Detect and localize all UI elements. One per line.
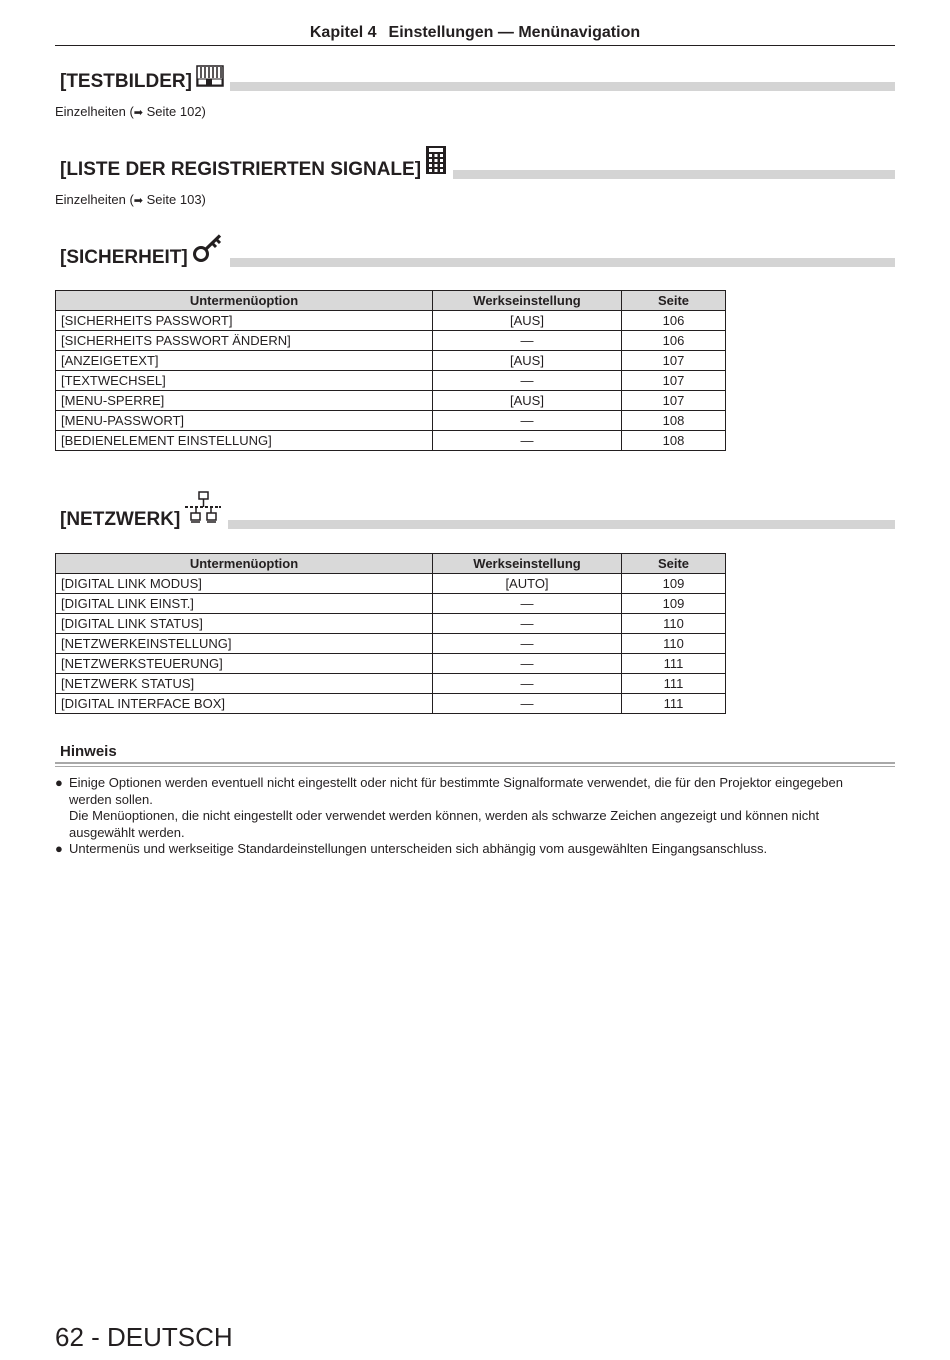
default-cell: — — [433, 594, 622, 614]
hint-divider — [55, 766, 895, 767]
option-cell: [SICHERHEITS PASSWORT] — [56, 311, 433, 331]
default-cell: — — [433, 654, 622, 674]
default-cell: — — [433, 674, 622, 694]
column-header: Untermenüoption — [56, 554, 433, 574]
option-cell: [ANZEIGETEXT] — [56, 351, 433, 371]
page-reference-link[interactable]: Seite 103) — [143, 192, 206, 207]
page-footer: 62 - DEUTSCH — [55, 1322, 233, 1352]
table-row — [56, 594, 726, 614]
option-cell: [DIGITAL LINK MODUS] — [56, 574, 433, 594]
hint-heading: Hinweis — [60, 743, 117, 760]
option-cell: [DIGITAL LINK STATUS] — [56, 614, 433, 634]
table-row — [56, 371, 726, 391]
default-cell: — — [433, 634, 622, 654]
hint-divider — [55, 762, 895, 764]
table-row — [56, 391, 726, 411]
page-cell: 109 — [622, 594, 726, 614]
table-row — [56, 634, 726, 654]
column-header: Werkseinstellung — [433, 291, 622, 311]
column-header: Untermenüoption — [56, 291, 433, 311]
section-title: [SICHERHEIT] — [60, 247, 188, 268]
option-cell: [NETZWERK STATUS] — [56, 674, 433, 694]
default-cell: — — [433, 411, 622, 431]
page-cell: 108 — [622, 411, 726, 431]
note-text: Die Menüoptionen, die nicht eingestellt oder verwendet werden können, werden als schwarze Zeichen angezeigt und können nicht ausgewählt werden. — [69, 808, 820, 840]
page-reference-link[interactable]: Seite 102) — [143, 104, 206, 119]
page-cell: 111 — [622, 694, 726, 714]
section-title: [TESTBILDER] — [60, 71, 192, 92]
reference-testbilder: Einzelheiten (➡ Seite 102) — [55, 104, 206, 119]
chapter-header — [55, 24, 895, 46]
default-cell: — — [433, 431, 622, 451]
section-testbilder-heading — [55, 58, 895, 94]
option-cell: [TEXTWECHSEL] — [56, 371, 433, 391]
reference-signale: Einzelheiten (➡ Seite 103) — [55, 192, 206, 207]
chapter-title: Einstellungen — Menünavigation — [388, 24, 641, 41]
bullet-icon: ● — [55, 841, 63, 856]
page-cell: 106 — [622, 331, 726, 351]
default-cell: [AUS] — [433, 311, 622, 331]
bullet-icon: ● — [55, 775, 63, 790]
default-cell: [AUS] — [433, 391, 622, 411]
page-cell: 111 — [622, 674, 726, 694]
table-row — [56, 674, 726, 694]
table-row — [56, 411, 726, 431]
arrow-right-icon: ➡ — [133, 107, 143, 119]
section-title: [NETZWERK] — [60, 509, 181, 530]
table-row — [56, 574, 726, 594]
chapter-number: Kapitel 4 — [309, 24, 377, 41]
table-header-row — [56, 554, 726, 574]
default-cell: [AUTO] — [433, 574, 622, 594]
section-netzwerk-heading — [55, 496, 895, 532]
default-cell: — — [433, 694, 622, 714]
page-cell: 106 — [622, 311, 726, 331]
key-icon — [192, 233, 224, 270]
page-cell: 108 — [622, 431, 726, 451]
table-row — [56, 614, 726, 634]
table-header-row — [56, 291, 726, 311]
page-cell: 110 — [622, 634, 726, 654]
table-row — [56, 311, 726, 331]
option-cell: [MENU-SPERRE] — [56, 391, 433, 411]
option-cell: [DIGITAL INTERFACE BOX] — [56, 694, 433, 714]
option-cell: [DIGITAL LINK EINST.] — [56, 594, 433, 614]
option-cell: [NETZWERKSTEUERUNG] — [56, 654, 433, 674]
page-cell: 107 — [622, 371, 726, 391]
note-text: Untermenüs und werkseitige Standardeinstellungen unterscheiden sich abhängig vom ausgewählten Eingangsanschluss. — [69, 841, 768, 856]
arrow-right-icon: ➡ — [133, 195, 143, 207]
page-cell: 111 — [622, 654, 726, 674]
netzwerk-table — [55, 553, 726, 714]
page-cell: 109 — [622, 574, 726, 594]
page-cell: 107 — [622, 391, 726, 411]
option-cell: [MENU-PASSWORT] — [56, 411, 433, 431]
section-signale-heading — [55, 146, 895, 182]
table-row — [56, 694, 726, 714]
table-row — [56, 431, 726, 451]
column-header: Seite — [622, 554, 726, 574]
signal-list-icon — [425, 145, 447, 182]
network-icon — [184, 491, 222, 532]
default-cell: — — [433, 614, 622, 634]
page-cell: 107 — [622, 351, 726, 371]
table-row — [56, 654, 726, 674]
option-cell: [SICHERHEITS PASSWORT ÄNDERN] — [56, 331, 433, 351]
option-cell: [BEDIENELEMENT EINSTELLUNG] — [56, 431, 433, 451]
option-cell: [NETZWERKEINSTELLUNG] — [56, 634, 433, 654]
column-header: Werkseinstellung — [433, 554, 622, 574]
section-sicherheit-heading — [55, 234, 895, 270]
hint-notes — [55, 775, 875, 858]
section-title: [LISTE DER REGISTRIERTEN SIGNALE] — [60, 159, 422, 180]
note-item — [55, 775, 875, 841]
default-cell: — — [433, 331, 622, 351]
table-row — [56, 331, 726, 351]
note-item — [55, 841, 875, 858]
default-cell: — — [433, 371, 622, 391]
note-text: Einige Optionen werden eventuell nicht eingestellt oder nicht für bestimmte Signalformate verwendet, die für den Projektor eingegeben werden sollen. — [69, 775, 843, 807]
sicherheit-table — [55, 290, 726, 451]
column-header: Seite — [622, 291, 726, 311]
table-row — [56, 351, 726, 371]
page-cell: 110 — [622, 614, 726, 634]
default-cell: [AUS] — [433, 351, 622, 371]
test-pattern-icon — [196, 65, 224, 94]
